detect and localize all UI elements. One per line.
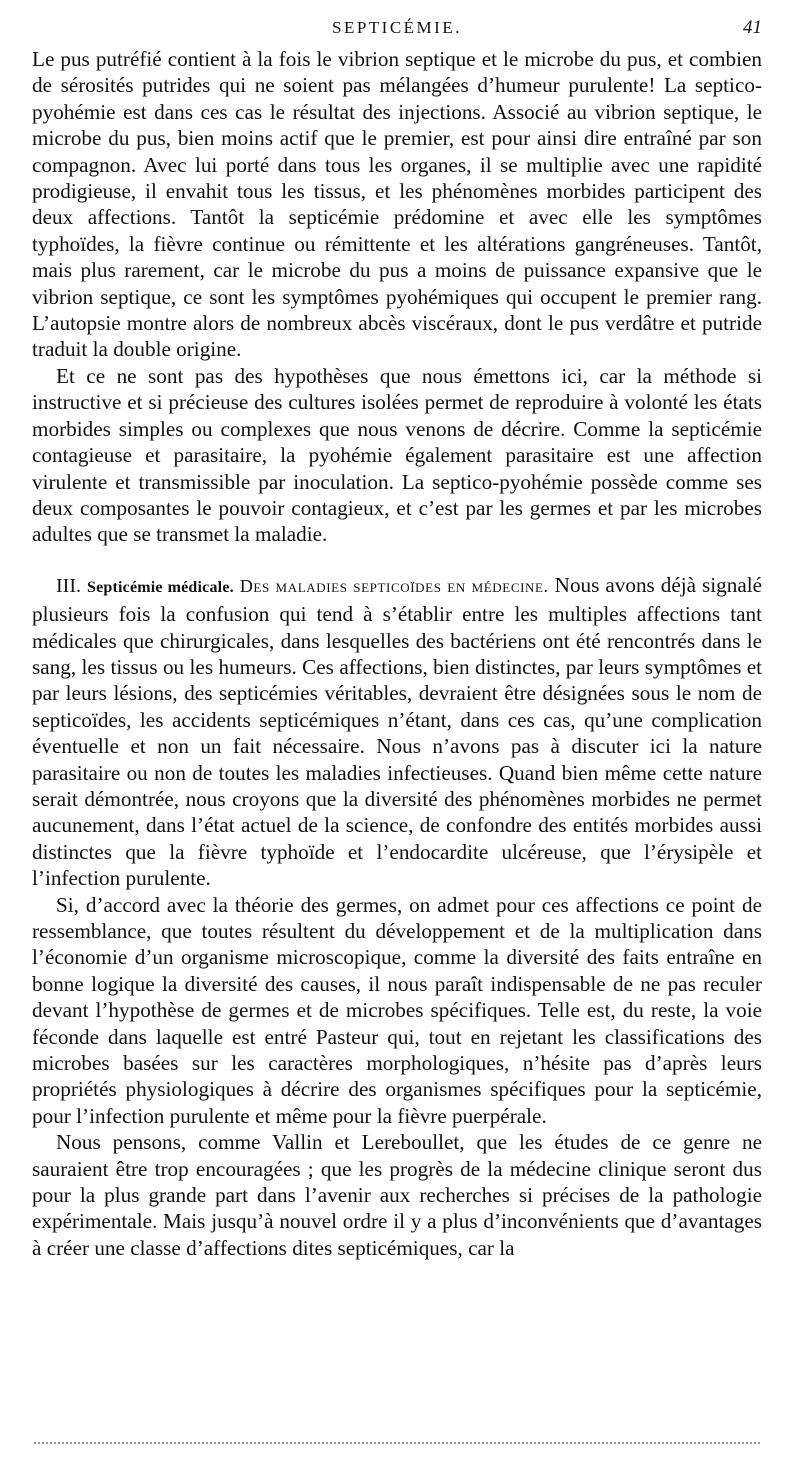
paragraph-1: Le pus putréfié contient à la fois le vibrion septique et le microbe du pus, et combien de sérosités putrides qui ne soient pas mélangées d’humeur purulente! La septico-pyohémie est dans ces cas le résultat des injections. Associé au vibrion septique, le microbe du pus, bien moins actif que le premier, est pour ainsi dire entraîné par son compagnon. Avec lui porté dans tous les organes, il se multiplie avec une rapidité prodigieuse, il envahit tous les tissus, et les phénomènes morbides participent des deux affections. Tantôt la septicémie prédomine et avec elle les symptômes typhoïdes, la fièvre continue ou rémittente et les altérations gangréneuses. Tantôt, mais plus rarement, car le microbe du pus a moins de puissance expansive que le vibrion septique, ce sont les symptômes pyohémiques qui occupent le premier rang. L’autopsie montre alors de nombreux abcès viscéraux, dont le pus verdâtre et putride traduit la double origine. — [32, 47, 762, 362]
page-number: 41 — [743, 17, 762, 38]
paragraph-4: Si, d’accord avec la théorie des germes, on admet pour ces affections ce point de ressemblance, que toutes résultent du développement et de la multiplication dans l’économie d’un organisme microscopique, comme la diversité des faits entraîne en bonne logique la diversité des causes, il nous paraît indispensable de ne pas reculer devant l’hypothèse de germes et de microbes spécifiques. Telle est, du reste, la voie féconde dans laquelle est entré Pasteur qui, tout en rejetant les classifications des microbes basées sur les caractères morphologiques, n’hésite pas d’après leurs propriétés physiologiques à décrire des organismes spécifiques pour la septicémie, pour l’infection purulente et même pour la fièvre puerpérale. — [32, 892, 762, 1128]
section-number: III. — [56, 574, 81, 597]
section-lead-text: Nous avons déjà signalé plusieurs fois la confusion qui tend à s’établir entre les multiples affections tant médicales que chirurgicales, dans lesquelles des bactériens ont été rencontrés dans le sang, les tissus ou les humeurs. Ces affections, bien distinctes, par leurs symptômes et par leurs lésions, des septicémies véritables, devraient être désignées sous le nom de septicoïdes, les accidents septicémiques n’étant, dans ces cas, qu’une complication éventuelle et non un fait nécessaire. Nous n’avons pas à discuter ici la nature parasitaire ou non de toutes les maladies infectieuses. Quand bien même cette nature serait démontrée, nous croyons que la diversité des phénomènes morbides ne permet aucunement, dans l’état actuel de la science, de confondre des entités morbides aussi distinctes que la fièvre typhoïde et l’endocardite ulcéreuse, que l’érysipèle et l’infection purulente. — [32, 572, 763, 891]
page-header — [32, 0, 762, 46]
footer-dotted-rule — [34, 1442, 760, 1444]
section-iii-heading-paragraph — [32, 572, 762, 892]
section-subtitle: Des maladies septicoïdes en médecine. — [239, 575, 549, 596]
body-text — [32, 46, 762, 1261]
paragraph-2: Et ce ne sont pas des hypothèses que nous émettons ici, car la méthode si instructive et si précieuse des cultures isolées permet de reproduire à volonté les états morbides simples ou complexes que nous venons de décrire. Comme la septicémie contagieuse et parasitaire, la pyohémie également parasitaire est une affection virulente et transmissible par inoculation. La septico-pyohémie possède comme ses deux composantes le pouvoir contagieux, et c’est par les germes et par les microbes adultes que se transmet la maladie. — [32, 363, 762, 547]
running-title: SEPTICÉMIE. — [332, 18, 462, 37]
section-title: Septicémie médicale. — [86, 578, 234, 596]
paragraph-5: Nous pensons, comme Vallin et Lereboullet, que les études de ce genre ne sauraient être trop encouragées ; que les progrès de la médecine clinique seront dus pour la plus grande part dans l’avenir aux recherches si précises de la pathologie expérimentale. Mais jusqu’à nouvel ordre il y a plus d’inconvénients que d’avantages à créer une classe d’affections dites septicémiques, car la — [32, 1130, 762, 1260]
